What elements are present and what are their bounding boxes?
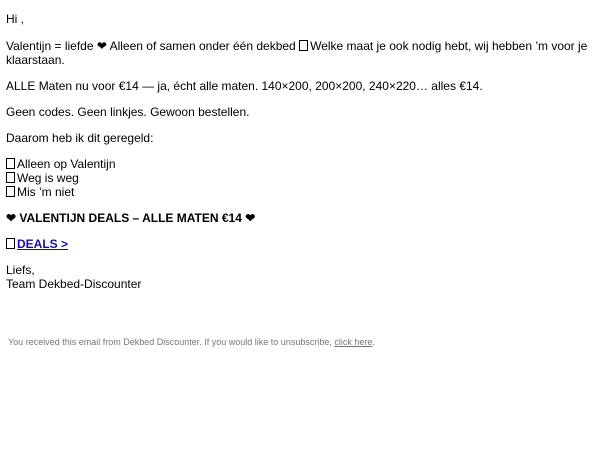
heart-icon: ❤	[6, 211, 17, 225]
missing-emoji-icon	[6, 158, 15, 169]
intro-paragraph	[6, 39, 594, 67]
headline-text: VALENTIJN DEALS – ALLE MATEN €14	[19, 211, 242, 225]
list-item: Mis ’m niet	[6, 185, 594, 199]
deals-headline	[6, 211, 594, 225]
sender-name: Team Dekbed-Discounter	[6, 277, 142, 291]
heart-icon: ❤	[245, 211, 256, 225]
unsubscribe-link[interactable]: click here	[334, 337, 373, 347]
no-codes-paragraph: Geen codes. Geen linkjes. Gewoon bestellen.	[6, 105, 250, 119]
arranged-paragraph: Daarom heb ik dit geregeld:	[6, 131, 154, 145]
missing-emoji-icon	[6, 238, 15, 249]
missing-emoji-icon	[299, 40, 308, 51]
heart-icon: ❤	[96, 39, 107, 53]
greeting: Hi ,	[6, 12, 24, 26]
footer-note: You received this email from Dekbed Discounter. If you would like to unsubscribe, click here.	[8, 337, 375, 347]
deals-link[interactable]: DEALS >	[17, 237, 69, 251]
reasons-list	[6, 157, 594, 199]
signoff-line: Liefs,	[6, 263, 35, 277]
intro-text-2: Alleen of samen onder één dekbed	[109, 39, 296, 53]
signoff	[6, 263, 594, 291]
intro-text-1: Valentijn = liefde	[6, 39, 94, 53]
list-item: Weg is weg	[6, 171, 594, 185]
footer-text: You received this email from Dekbed Discounter. If you would like to unsubscribe,	[8, 337, 332, 347]
missing-emoji-icon	[6, 186, 15, 197]
missing-emoji-icon	[6, 172, 15, 183]
offer-paragraph: ALLE Maten nu voor €14 — ja, écht alle maten. 140×200, 200×200, 240×220… alles €14.	[6, 79, 483, 93]
list-item: Alleen op Valentijn	[6, 157, 594, 171]
intro-text-3: Welke maat je ook nodig hebt, wij hebben ’m voor je klaarstaan.	[6, 39, 588, 67]
deals-line	[6, 237, 594, 251]
